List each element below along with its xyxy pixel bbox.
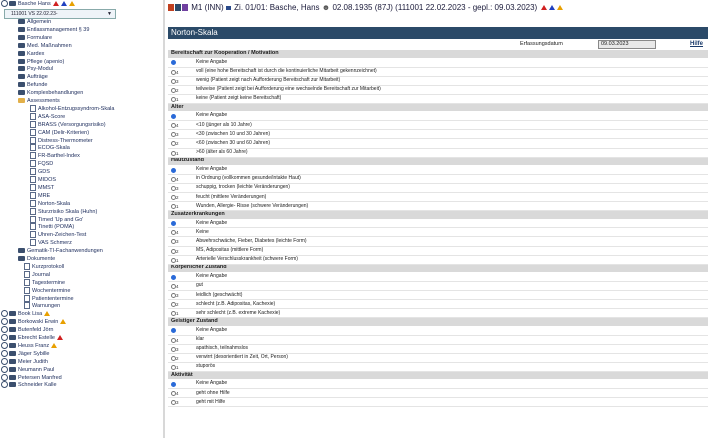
tree-patient[interactable]: Meier Judith xyxy=(1,358,48,366)
document-icon xyxy=(24,295,30,302)
option-label: verwirrt (desorientiert in Zeit, Ort, Person) xyxy=(196,354,288,361)
radio-option[interactable] xyxy=(168,148,708,157)
document-icon xyxy=(30,176,36,183)
form-title-bar xyxy=(168,27,708,39)
document-icon xyxy=(30,129,36,136)
option-label: schlecht (z.B. Adipositas, Kachexie) xyxy=(196,300,276,307)
document-icon xyxy=(30,160,36,167)
folder-icon xyxy=(9,382,16,387)
radio-option[interactable] xyxy=(168,272,708,281)
tree-assessment-item[interactable]: Tinetti (POMA) xyxy=(30,223,74,231)
radio-option[interactable] xyxy=(168,228,708,237)
tree-item[interactable]: Kurzprotokoll xyxy=(24,263,64,271)
tree-patient[interactable]: Ebrecht Estelle xyxy=(1,334,63,342)
option-score: 3 xyxy=(176,400,179,406)
folder-icon xyxy=(18,19,25,24)
form-title: Norton-Skala xyxy=(171,28,218,37)
option-label: schuppig, trocken (leichte Veränderungen) xyxy=(196,184,290,191)
tree-item[interactable]: Allgemein xyxy=(18,18,51,26)
document-icon xyxy=(30,184,36,191)
warning-icon xyxy=(557,5,563,10)
option-label: Keine xyxy=(196,228,209,235)
option-score: 2 xyxy=(176,195,179,200)
folder-icon xyxy=(9,311,16,316)
option-label: geht ohne Hilfe xyxy=(196,389,230,396)
tree-item[interactable]: Formulare xyxy=(18,34,52,42)
tree-assessment-item[interactable]: BRASS (Versorgungsrisiko) xyxy=(30,121,106,129)
option-score: 1 xyxy=(176,257,179,263)
radio-option[interactable] xyxy=(168,121,708,130)
tree-patient[interactable]: Petersen Manfred xyxy=(1,374,62,382)
warning-icon xyxy=(541,5,547,10)
document-icon xyxy=(30,239,36,246)
radio-option[interactable] xyxy=(168,246,708,255)
tree-assessment-item[interactable]: Timed 'Up and Go' xyxy=(30,216,83,224)
section-header: Zusatzerkrankungen xyxy=(168,211,708,219)
radio-option[interactable] xyxy=(168,379,708,388)
radio-option[interactable] xyxy=(168,237,708,246)
option-label: stuporös xyxy=(196,363,216,370)
document-icon xyxy=(30,137,36,144)
option-label: Keine Angabe xyxy=(196,166,228,173)
warning-icon xyxy=(57,335,63,340)
warning-icon xyxy=(69,1,75,6)
option-score: 3 xyxy=(176,346,179,352)
radio-option[interactable] xyxy=(168,111,708,120)
option-label: Keine Angabe xyxy=(196,58,228,65)
tree-item[interactable]: Journal xyxy=(24,271,50,279)
tree-assessment-item[interactable]: MMST xyxy=(30,184,54,192)
option-score: 3 xyxy=(176,239,179,245)
tree-item[interactable]: Warnungen xyxy=(24,302,60,310)
warning-icon xyxy=(60,319,66,324)
row-divider xyxy=(168,264,708,265)
option-label: Keine Angabe xyxy=(196,380,228,387)
option-score: 3 xyxy=(176,185,179,191)
folder-icon xyxy=(18,43,25,48)
folder-icon xyxy=(9,359,16,364)
radio-option[interactable] xyxy=(168,398,708,407)
option-label: Wunden, Allergie- Risse (schwere Veränderungen) xyxy=(196,202,309,209)
patient-circle-icon xyxy=(1,358,8,365)
option-score: 1 xyxy=(176,150,179,156)
tree-patient[interactable]: Butenfeld Jörn xyxy=(1,326,53,334)
folder-icon xyxy=(9,1,16,6)
patient-circle-icon xyxy=(1,326,8,333)
document-icon xyxy=(30,231,36,238)
tree-item[interactable]: Pflege (apenio) xyxy=(18,58,64,66)
norton-form xyxy=(168,50,708,407)
radio-option[interactable] xyxy=(168,174,708,183)
radio-option[interactable] xyxy=(168,183,708,192)
option-score: 1 xyxy=(176,96,179,102)
patient-circle-icon xyxy=(1,381,8,388)
tree-item[interactable]: Psy-Modul xyxy=(18,65,53,73)
folder-icon xyxy=(9,319,16,324)
warning-icon xyxy=(549,5,555,10)
patient-circle-icon xyxy=(1,334,8,341)
option-label: geht mit Hilfe xyxy=(196,398,226,405)
radio-option[interactable] xyxy=(168,85,708,94)
radio-option[interactable] xyxy=(168,67,708,76)
option-score: 4 xyxy=(176,123,179,129)
row-divider xyxy=(168,406,708,407)
folder-icon xyxy=(9,343,16,348)
tree-item[interactable]: Kardex xyxy=(18,50,44,58)
section-header: Alter xyxy=(168,104,708,112)
option-score: 2 xyxy=(176,302,179,308)
patient-icon xyxy=(168,4,174,11)
folder-icon xyxy=(18,27,25,32)
option-label: keine (Patient zeigt keine Bereitschaft) xyxy=(196,95,282,102)
radio-option[interactable] xyxy=(168,335,708,344)
radio-option[interactable] xyxy=(168,291,708,300)
folder-icon xyxy=(18,51,25,56)
navigation-tree xyxy=(0,0,163,438)
section-header: Aktivität xyxy=(168,372,708,380)
date-label: Erfassungsdatum xyxy=(520,41,563,47)
option-label: in Ordnung (vollkommen gesunde/intakte Haut) xyxy=(196,175,301,182)
document-icon xyxy=(24,287,30,294)
row-divider xyxy=(168,103,708,104)
tree-assessment-item[interactable]: Alkohol-Entzugssyndrom-Skala xyxy=(30,105,114,113)
tree-item[interactable]: Med. Maßnahmen xyxy=(18,42,72,50)
folder-icon xyxy=(18,59,25,64)
tree-assessment-item[interactable]: GDS xyxy=(30,168,50,176)
patient-header xyxy=(168,0,710,16)
folder-icon xyxy=(9,351,16,356)
radio-option[interactable] xyxy=(168,300,708,309)
tree-assessment-item[interactable]: ECOG-Skala xyxy=(30,144,70,152)
radio-option[interactable] xyxy=(168,344,708,353)
option-label: <60 (zwischen 30 und 60 Jahren) xyxy=(196,139,271,146)
option-score: 2 xyxy=(176,248,179,254)
section-header: Körperlicher Zustand xyxy=(168,264,708,272)
patient-circle-icon xyxy=(1,0,8,7)
warning-icon xyxy=(53,1,59,6)
option-label: teilweise (Patient zeigt bei Aufforderung eine wechselnde Bereitschaft zur Mitarbeit) xyxy=(196,86,381,93)
tree-assessment-item[interactable]: VAS Schmerz xyxy=(30,239,72,247)
option-score: 2 xyxy=(176,355,179,361)
option-label: feucht (mittlere Veränderungen) xyxy=(196,193,267,200)
tree-assessment-item[interactable]: Uhren-Zeichen-Test xyxy=(30,231,86,239)
tree-item[interactable]: Wochentermine xyxy=(24,287,70,295)
tree-patient[interactable]: Neumann Paul xyxy=(1,366,54,374)
document-icon xyxy=(30,200,36,207)
option-score: 3 xyxy=(176,78,179,84)
document-icon xyxy=(30,208,36,215)
document-icon xyxy=(30,113,36,120)
folder-icon xyxy=(18,35,25,40)
row-divider xyxy=(168,210,708,211)
tree-patient[interactable]: Jäger Sybille xyxy=(1,350,50,358)
document-icon xyxy=(30,144,36,151)
person-icon: ☻ xyxy=(321,3,331,12)
tree-assessment-item[interactable]: MIDOS xyxy=(30,176,56,184)
option-score: 3 xyxy=(176,293,179,299)
record-icon xyxy=(182,4,188,11)
folder-icon xyxy=(9,367,16,372)
patient-circle-icon xyxy=(1,374,8,381)
document-icon xyxy=(24,302,30,309)
document-icon xyxy=(24,279,30,286)
tree-item[interactable]: Assessments xyxy=(18,97,60,105)
radio-option[interactable] xyxy=(168,309,708,318)
folder-icon xyxy=(9,327,16,332)
patient-circle-icon xyxy=(1,310,8,317)
option-label: Keine Angabe xyxy=(196,219,228,226)
admission-info: (111001 22.02.2023 - gepl.: 09.03.2023) xyxy=(395,3,538,12)
row-divider xyxy=(168,371,708,372)
date-row xyxy=(168,40,708,49)
ward-label: M1 (INN) xyxy=(191,3,224,12)
tree-item[interactable]: Tagestermine xyxy=(24,279,65,287)
radio-option[interactable] xyxy=(168,165,708,174)
folder-icon xyxy=(18,256,25,261)
tree-assessment-item[interactable]: FR-Barthel-Index xyxy=(30,152,80,160)
tree-patient[interactable]: Borkowski Erwin xyxy=(1,318,66,326)
radio-button[interactable] xyxy=(171,168,176,173)
folder-icon xyxy=(18,66,25,71)
option-label: leidlich (geschwächt) xyxy=(196,291,243,298)
tree-item[interactable]: Komplexbehandlungen xyxy=(18,89,83,97)
folder-icon xyxy=(18,90,25,95)
tree-root-patient[interactable]: Basche Hans xyxy=(1,0,75,8)
radio-button[interactable] xyxy=(171,221,176,226)
room-patient: Zi. 01/01: Basche, Hans xyxy=(234,3,320,12)
warning-icon xyxy=(51,343,57,348)
radio-option[interactable] xyxy=(168,76,708,85)
radio-option[interactable] xyxy=(168,94,708,103)
radio-option[interactable] xyxy=(168,139,708,148)
option-score: 3 xyxy=(176,132,179,138)
folder-icon xyxy=(9,375,16,380)
tree-assessment-item[interactable]: Distress-Thermometer xyxy=(30,137,93,145)
option-label: apathisch, teilnahmslos xyxy=(196,345,248,352)
tree-item[interactable]: Entlassmanagement § 39 xyxy=(18,26,89,34)
radio-option[interactable] xyxy=(168,202,708,211)
tree-assessment-item[interactable]: CAM (Delir-Kriterien) xyxy=(30,129,89,137)
folder-icon xyxy=(18,98,25,103)
option-label: Keine Angabe xyxy=(196,273,228,280)
option-label: MS, Adipositas (mittlere Form) xyxy=(196,247,264,254)
radio-option[interactable] xyxy=(168,389,708,398)
radio-button[interactable] xyxy=(171,114,176,119)
folder-icon xyxy=(9,335,16,340)
document-icon xyxy=(24,263,30,270)
option-score: 4 xyxy=(176,283,179,289)
option-label: sehr schlecht (z.B. extreme Kachexie) xyxy=(196,309,281,316)
tree-item[interactable]: Patiententermine xyxy=(24,295,74,303)
section-header: Hautzustand xyxy=(168,157,708,165)
tree-item[interactable]: Dokumente xyxy=(18,255,55,263)
case-icon xyxy=(175,4,181,11)
radio-option[interactable] xyxy=(168,130,708,139)
help-link[interactable]: Hilfe xyxy=(690,41,704,47)
tree-assessment-item[interactable]: Sturzrisiko Skala (Huhn) xyxy=(30,208,97,216)
option-score: 1 xyxy=(176,364,179,370)
warning-icon xyxy=(44,311,50,316)
radio-option[interactable] xyxy=(168,353,708,362)
radio-option[interactable] xyxy=(168,193,708,202)
option-score: 4 xyxy=(176,337,179,343)
radio-option[interactable] xyxy=(168,281,708,290)
document-icon xyxy=(30,121,36,128)
patient-circle-icon xyxy=(1,366,8,373)
row-divider xyxy=(168,157,708,158)
option-score: 4 xyxy=(176,176,179,182)
option-label: >60 (älter als 60 Jahre) xyxy=(196,149,248,156)
option-label: Keine Angabe xyxy=(196,112,228,119)
document-icon xyxy=(24,271,30,278)
tree-scrollbar[interactable] xyxy=(163,0,165,438)
document-icon xyxy=(30,223,36,230)
option-label: klar xyxy=(196,336,205,342)
option-label: Arterielle Verschlusskrankheit (schwere Form) xyxy=(196,256,298,263)
option-score: 4 xyxy=(176,391,179,397)
option-score: 2 xyxy=(176,141,179,147)
radio-button[interactable] xyxy=(171,328,176,333)
option-label: <10 (jünger als 10 Jahre) xyxy=(196,121,252,128)
document-icon xyxy=(30,216,36,223)
option-score: 4 xyxy=(176,230,179,236)
date-input[interactable]: 09.03.2023 xyxy=(598,40,656,49)
radio-option[interactable] xyxy=(168,326,708,335)
case-selector[interactable]: 111001 VS 22.02.23- ▼ xyxy=(4,9,116,19)
option-score: 1 xyxy=(176,311,179,317)
tree-patient[interactable]: Heuss Franz xyxy=(1,342,57,350)
chevron-down-icon: ▼ xyxy=(107,11,112,17)
radio-option[interactable] xyxy=(168,255,708,264)
folder-icon xyxy=(18,74,25,79)
section-header: Bereitschaft zur Kooperation / Motivation xyxy=(168,50,708,58)
option-score: 2 xyxy=(176,87,179,93)
folder-icon xyxy=(18,82,25,87)
radio-button[interactable] xyxy=(171,382,176,387)
main-panel xyxy=(168,0,710,438)
option-label: gut xyxy=(196,282,203,289)
radio-button[interactable] xyxy=(171,60,176,65)
option-score: 1 xyxy=(176,204,179,210)
radio-option[interactable] xyxy=(168,362,708,371)
option-label: voll (eine hohe Bereitschaft ist durch die kontinuierliche Mitarbeit gekennzeichnet) xyxy=(196,68,377,75)
tree-assessment-item[interactable]: FQSD xyxy=(30,160,53,168)
tree-assessment-item[interactable]: ASA-Score xyxy=(30,113,65,121)
tree-patient[interactable]: Schneider Kalle xyxy=(1,381,57,389)
warning-icon xyxy=(61,1,67,6)
section-header: Geistiger Zustand xyxy=(168,318,708,326)
option-score: 4 xyxy=(176,69,179,75)
option-label: Abwehrschwäche, Fieber, Diabetes (leichte Form) xyxy=(196,237,307,244)
patient-circle-icon xyxy=(1,318,8,325)
tree-item[interactable]: Gematik-TI-Fachanwendungen xyxy=(18,247,103,255)
row-divider xyxy=(168,317,708,318)
tree-assessment-item[interactable]: Norton-Skala xyxy=(30,200,70,208)
patient-circle-icon xyxy=(1,342,8,349)
patient-circle-icon xyxy=(1,350,8,357)
radio-option[interactable] xyxy=(168,219,708,228)
folder-icon xyxy=(18,248,25,253)
option-label: Keine Angabe xyxy=(196,326,228,333)
folder-icon xyxy=(226,6,231,10)
document-icon xyxy=(30,105,36,112)
document-icon xyxy=(30,168,36,175)
birth-date: 02.08.1935 (87J) xyxy=(332,3,393,12)
option-label: wenig (Patient zeigt nach Aufforderung Bereitschaft zur Mitarbeit) xyxy=(196,77,341,84)
tree-item[interactable]: Aufträge xyxy=(18,73,48,81)
tree-assessment-item[interactable]: MRE xyxy=(30,192,50,200)
radio-button[interactable] xyxy=(171,275,176,280)
tree-patient[interactable]: Book Lisa xyxy=(1,310,50,318)
tree-item[interactable]: Befunde xyxy=(18,81,48,89)
document-icon xyxy=(30,192,36,199)
document-icon xyxy=(30,152,36,159)
radio-option[interactable] xyxy=(168,58,708,67)
option-label: <30 (zwischen 10 und 30 Jahren) xyxy=(196,130,271,137)
